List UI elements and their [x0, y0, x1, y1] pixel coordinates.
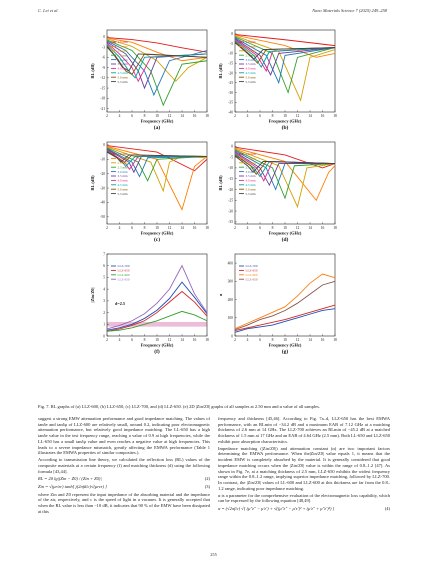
legend-entry: LLZ-650 — [117, 277, 130, 282]
x-tick-label: 12 — [167, 226, 172, 230]
equation-body: α = (√2πf/c) √[ (μ″ε″ − μ′ε′) + √((μ″ε″ − μ′ε′)² + (μ′ε″ + μ″ε′)²) ] — [218, 505, 335, 511]
chart-panel-g — [218, 254, 337, 355]
legend-entry: 2.0 mm — [117, 49, 128, 53]
x-tick-label: 6 — [131, 338, 133, 342]
y-axis-label: RL (dB) — [90, 175, 95, 191]
x-tick-label: 18 — [205, 114, 209, 118]
y-tick-label: -30 — [228, 90, 233, 95]
equation-body: RL = 20 lg|(Zin − Z0) / (Zin + Z0)| — [38, 476, 102, 482]
x-tick-label: 6 — [131, 114, 133, 118]
legend-entry: 5.5 mm — [117, 79, 128, 84]
y-tick-label: -40 — [228, 110, 233, 115]
x-tick-label: 2 — [234, 338, 236, 342]
y-tick-label: 0 — [231, 334, 233, 339]
y-axis-label: RL (dB) — [218, 175, 223, 191]
x-tick-label: 4 — [118, 114, 121, 118]
x-tick-label: 8 — [271, 338, 274, 342]
legend-entry: 4.5 mm — [245, 183, 256, 187]
x-tick-label: 10 — [155, 338, 159, 342]
y-tick-label: -21 — [100, 106, 105, 111]
legend-entry: 4.5 mm — [117, 71, 128, 75]
y-tick-label: 4 — [103, 287, 105, 292]
page-number: 255 — [210, 552, 217, 557]
legend-entry: 4.0 mm — [117, 66, 128, 71]
x-tick-label: 6 — [259, 114, 261, 118]
y-tick-label: 6 — [103, 264, 105, 269]
y-tick-label: 7 — [103, 252, 105, 257]
x-axis-label: Frequency (GHz) — [268, 230, 302, 236]
legend-entry: LLZ-650 — [245, 268, 258, 273]
chart-panel-d — [218, 142, 337, 243]
y-tick-label: 300 — [227, 279, 233, 284]
legend-entry: 3.0 mm — [245, 169, 256, 174]
x-axis-label: Frequency (GHz) — [268, 342, 302, 348]
y-tick-label: -35 — [228, 220, 233, 225]
legend-entry: 1.0 mm — [245, 40, 256, 45]
panel-label: (c) — [153, 237, 161, 243]
y-tick-label: -20 — [228, 187, 233, 192]
running-head-journal: Nano Materials Science 7 (2025) 249–258 — [312, 8, 387, 13]
y-tick-label: -15 — [228, 176, 233, 181]
y-tick-label: -10 — [100, 157, 105, 162]
equation-4 — [218, 506, 390, 512]
x-tick-label: 16 — [320, 226, 325, 230]
x-tick-label: 8 — [143, 338, 146, 342]
series-line-2 — [235, 274, 335, 329]
figure-caption: Fig. 7. RL graphs of (a) LLZ-600, (b) LLZ-650, (c) LLZ-700, and (d) LLZ-650. (e) 2D |Zin/Z0| graphs of all samples at 2.50 mm and α value of all samples. — [38, 404, 321, 409]
x-tick-label: 12 — [295, 338, 300, 342]
series-line-0 — [235, 309, 335, 333]
legend-entry: 1.5 mm — [117, 156, 128, 161]
chart-panel-c — [90, 142, 209, 243]
right-column — [218, 416, 390, 514]
y-tick-label: -30 — [228, 209, 233, 214]
running-head-authors: C. Lei et al. — [38, 8, 59, 13]
paragraph: Impedance matching (|Zin/Z0|) and attenuation constant (α) are two important factors determining the EMWA performance. When the|Zin/Z0| value equals 1, it means that the incident EMW is completely absorbed by the material. It is generally considered that good impedance matching occurs when the |Zin/Z0| value is within the range of 0.8–1.2 [47]. As shown in Fig. 7e, at a matching thickness of 2.5 mm, LLZ-650 exhibits the widest frequency range within the 0.8–1.2 range, implying superior impedance matching, followed by LLZ-700. In contrast, the |Zin/Z0| values of LL-600 and LLZ-600 at this thickness are far from the 0.8–1.2 range, indicating poor impedance matching. — [218, 445, 390, 491]
legend-entry: 4.0 mm — [245, 66, 256, 71]
paragraph: According to transmission line theory, we calculated the reflection loss (RL) values of the composite materials at a certain frequency (f) and matching thickness (d) using the following formula [43,44]. — [38, 457, 210, 474]
x-tick-label: 6 — [259, 226, 261, 230]
x-axis-label: Frequency (GHz) — [140, 118, 174, 124]
y-tick-label: 200 — [227, 297, 233, 302]
x-tick-label: 12 — [167, 114, 172, 118]
chart-panel-f — [90, 252, 209, 355]
legend-entry: 5.0 mm — [245, 187, 256, 192]
paragraph: suggest a strong EMW attenuation performance and good impedance matching. The values of tanδe and tanδμ of LLZ-600 are relatively small, around 0.2, indicating poor electromagnetic attenuation performance, but relatively good impedance matching. The LL-650 has a high tanδe value in the test frequency range, reaching a value of 0.9 at high frequencies, while the LL-650 has a small tanδμ value and even reaches a negative value at high frequencies. This leads to a severe impedance mismatch, greatly affecting the EMWA performance (Table 1 illustrates the EMWA properties of similar composites.). — [38, 416, 210, 456]
legend-entry: 3.5 mm — [117, 62, 128, 67]
x-tick-label: 16 — [320, 114, 325, 118]
x-axis-label: Frequency (GHz) — [268, 118, 302, 124]
x-axis-label: Frequency (GHz) — [140, 342, 174, 348]
x-tick-label: 12 — [295, 226, 300, 230]
legend-entry: 5.5 mm — [245, 191, 256, 196]
x-tick-label: 10 — [155, 226, 159, 230]
y-tick-label: 2 — [103, 310, 105, 315]
x-tick-label: 18 — [205, 226, 209, 230]
panel-label: (b) — [281, 125, 289, 131]
y-tick-label: -5 — [230, 155, 233, 160]
y-axis-label: α — [218, 293, 223, 297]
y-tick-label: 0 — [103, 334, 105, 339]
x-tick-label: 12 — [295, 114, 300, 118]
x-tick-label: 6 — [131, 226, 133, 230]
paragraph: α is a parameter for the comprehensive evaluation of the electromagnetic loss capability, which can be expressed by the following equation [48,49]. — [218, 492, 390, 504]
legend-entry: 2.5 mm — [117, 165, 128, 170]
paragraph: frequency and thickness [45,46]. According to Fig. 7a–d, LLZ-650 has the best EMWA performance, with an RLmin of −34.2 dB and a maximum EAB of 7.12 GHz at a matching thickness of 2.6 mm at 14 GHz. The LLZ-700 achieves an RLmin of −45.2 dB at a matched thickness of 1.5 mm at 17 GHz and an EAB of 4.64 GHz (2.5 mm). Both LL-650 and LLZ-650 exhibit poor absorption characteristics. — [218, 416, 390, 444]
y-tick-label: -18 — [100, 96, 105, 101]
thickness-annotation: d=2.5 — [115, 300, 125, 306]
panel-label: (d) — [281, 237, 289, 243]
x-tick-label: 8 — [271, 114, 274, 118]
legend-entry: 4.0 mm — [245, 178, 256, 183]
y-axis-label: RL (dB) — [218, 63, 223, 79]
x-tick-label: 2 — [234, 226, 236, 230]
equation-number: (3) — [204, 483, 210, 489]
legend-entry: 2.0 mm — [245, 161, 256, 165]
y-tick-label: 3 — [103, 299, 105, 304]
legend-entry: 3.0 mm — [245, 57, 256, 62]
x-tick-label: 14 — [180, 226, 184, 230]
legend-entry: LLZ-700 — [245, 264, 258, 269]
x-tick-label: 10 — [283, 226, 287, 230]
y-tick-label: -9 — [102, 65, 105, 70]
legend-entry: 1.5 mm — [245, 44, 256, 49]
y-tick-label: -10 — [228, 51, 233, 56]
legend-entry: 2.5 mm — [245, 165, 256, 170]
equation-3 — [38, 484, 210, 490]
y-tick-label: -15 — [100, 86, 105, 91]
legend-entry: LLZ-650 — [117, 268, 130, 273]
x-tick-label: 14 — [308, 114, 312, 118]
legend-entry: 2.5 mm — [245, 53, 256, 58]
legend-entry: 2.5 mm — [117, 53, 128, 58]
y-tick-label: -3 — [102, 45, 105, 50]
legend-entry: 1.5 mm — [245, 156, 256, 161]
x-tick-label: 8 — [271, 226, 274, 230]
panel-label: (a) — [153, 125, 161, 131]
legend-entry: 3.5 mm — [245, 62, 256, 67]
y-tick-label: 0 — [231, 32, 233, 37]
y-tick-label: -20 — [100, 171, 105, 176]
x-tick-label: 14 — [308, 226, 312, 230]
y-tick-label: 400 — [227, 261, 233, 266]
legend-entry: 4.0 mm — [117, 178, 128, 183]
y-tick-label: -20 — [228, 71, 233, 76]
y-tick-label: 5 — [103, 275, 105, 280]
x-tick-label: 4 — [246, 338, 249, 342]
legend-entry: 3.0 mm — [117, 57, 128, 62]
x-tick-label: 4 — [246, 114, 249, 118]
x-tick-label: 16 — [192, 338, 197, 342]
x-tick-label: 2 — [234, 114, 236, 118]
y-tick-label: -35 — [228, 100, 233, 105]
y-tick-label: -15 — [228, 61, 233, 66]
x-tick-label: 14 — [180, 338, 184, 342]
legend-entry: 4.5 mm — [245, 71, 256, 75]
x-tick-label: 16 — [320, 338, 325, 342]
x-tick-label: 4 — [118, 338, 121, 342]
x-tick-label: 14 — [308, 338, 312, 342]
legend-entry: 3.5 mm — [117, 174, 128, 179]
y-tick-label: -30 — [100, 186, 105, 191]
x-tick-label: 14 — [180, 114, 184, 118]
x-tick-label: 4 — [118, 226, 121, 230]
legend-entry: 1.0 mm — [245, 152, 256, 157]
legend-entry: 2.0 mm — [245, 49, 256, 53]
y-axis-label: |Zin/Z0| — [90, 287, 95, 303]
legend-entry: 5.0 mm — [117, 187, 128, 192]
y-tick-label: -12 — [100, 76, 105, 81]
y-tick-label: -6 — [102, 55, 105, 60]
legend-entry: 5.5 mm — [117, 191, 128, 196]
x-tick-label: 18 — [333, 226, 337, 230]
y-tick-label: -5 — [230, 41, 233, 46]
y-axis-label: RL (dB) — [90, 63, 95, 79]
x-tick-label: 10 — [283, 114, 287, 118]
panel-label: (g) — [281, 349, 289, 355]
y-tick-label: -25 — [228, 198, 233, 203]
equation-body: Zin = √(μr/εr) tanh[ j(2πfd/c)√(μrεr) ] — [38, 483, 107, 489]
legend-entry: LLZ-600 — [117, 273, 130, 277]
y-tick-label: -25 — [228, 81, 233, 86]
chart-panel-b — [218, 30, 337, 131]
x-tick-label: 4 — [246, 226, 249, 230]
legend-entry: 5.5 mm — [245, 79, 256, 84]
x-tick-label: 18 — [333, 338, 337, 342]
legend-entry: LLZ-650 — [245, 277, 258, 282]
x-tick-label: 18 — [205, 338, 209, 342]
x-tick-label: 2 — [106, 338, 108, 342]
x-tick-label: 2 — [106, 114, 108, 118]
paragraph: where Zin and Z0 represent the input impedance of the absorbing material and the impedance of the air, respectively, and c is the speed of light in a vacuum. It is generally accepted that when the RL value is less than −10 dB, it indicates that 90 % of the EMW have been dissipated at this — [38, 491, 210, 514]
chart-panel-a — [90, 30, 209, 131]
y-tick-label: -50 — [100, 215, 105, 220]
x-axis-label: Frequency (GHz) — [140, 230, 174, 236]
series-line-1 — [235, 305, 335, 331]
x-tick-label: 18 — [333, 114, 337, 118]
panel-label: (f) — [154, 349, 160, 355]
legend-entry: 3.5 mm — [245, 174, 256, 179]
y-tick-label: 100 — [227, 316, 233, 321]
legend-entry: 1.0 mm — [117, 40, 128, 45]
x-tick-label: 16 — [192, 114, 197, 118]
y-tick-label: 0 — [231, 144, 233, 149]
y-tick-label: -40 — [100, 200, 105, 205]
equation-number: (2) — [204, 476, 210, 482]
x-tick-label: 12 — [167, 338, 172, 342]
x-tick-label: 8 — [143, 226, 146, 230]
y-tick-label: -10 — [228, 166, 233, 171]
y-tick-label: 0 — [103, 143, 105, 148]
legend-entry: LLZ-700 — [117, 264, 130, 269]
left-column — [38, 416, 210, 516]
x-tick-label: 6 — [259, 338, 261, 342]
equation-number: (4) — [384, 505, 390, 511]
equation-2 — [38, 476, 210, 482]
x-tick-label: 8 — [143, 114, 146, 118]
x-tick-label: 16 — [192, 226, 197, 230]
y-tick-label: 1 — [103, 322, 105, 327]
x-tick-label: 2 — [106, 226, 108, 230]
x-tick-label: 10 — [283, 338, 287, 342]
legend-entry: LLZ-600 — [245, 273, 258, 277]
y-tick-label: 0 — [103, 35, 105, 40]
legend-entry: 2.0 mm — [117, 161, 128, 165]
legend-entry: 5.0 mm — [245, 75, 256, 80]
x-tick-label: 10 — [155, 114, 159, 118]
legend-entry: 5.0 mm — [117, 75, 128, 80]
legend-entry: 4.5 mm — [117, 183, 128, 187]
legend-entry: 1.0 mm — [117, 152, 128, 157]
legend-entry: 1.5 mm — [117, 44, 128, 49]
legend-entry: 3.0 mm — [117, 169, 128, 174]
